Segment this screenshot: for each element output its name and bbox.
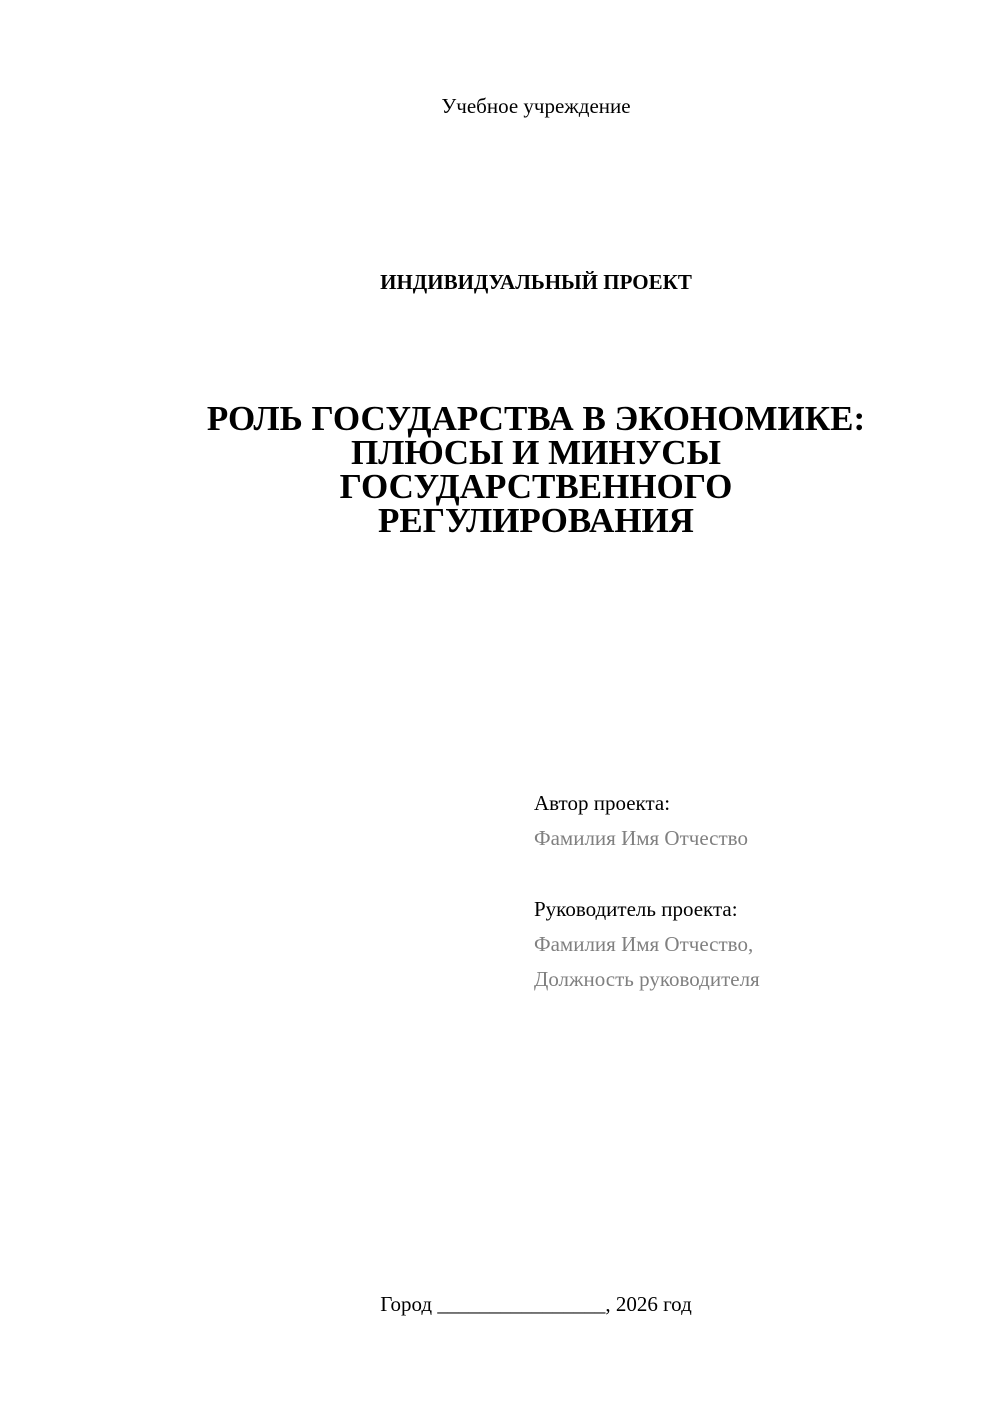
document-type: ИНДИВИДУАЛЬНЫЙ ПРОЕКТ	[380, 270, 692, 294]
supervisor-position: Должность руководителя	[534, 967, 760, 991]
title-line: РОЛЬ ГОСУДАРСТВА В ЭКОНОМИКЕ:	[206, 399, 866, 438]
title-line: РЕГУЛИРОВАНИЯ	[378, 501, 694, 540]
author-block	[534, 786, 974, 856]
title-line: ГОСУДАРСТВЕННОГО	[339, 467, 733, 506]
author-label: Автор проекта:	[534, 791, 671, 815]
supervisor-label: Руководитель проекта:	[534, 897, 738, 921]
supervisor-name: Фамилия Имя Отчество,	[534, 932, 754, 956]
title-line: ПЛЮСЫ И МИНУСЫ	[351, 433, 721, 472]
institution-name: Учебное учреждение	[441, 94, 631, 118]
city-year-line: Город ________________, 2026 год	[380, 1292, 692, 1316]
project-title	[150, 399, 922, 540]
supervisor-block	[534, 892, 974, 997]
author-name: Фамилия Имя Отчество	[534, 826, 748, 850]
